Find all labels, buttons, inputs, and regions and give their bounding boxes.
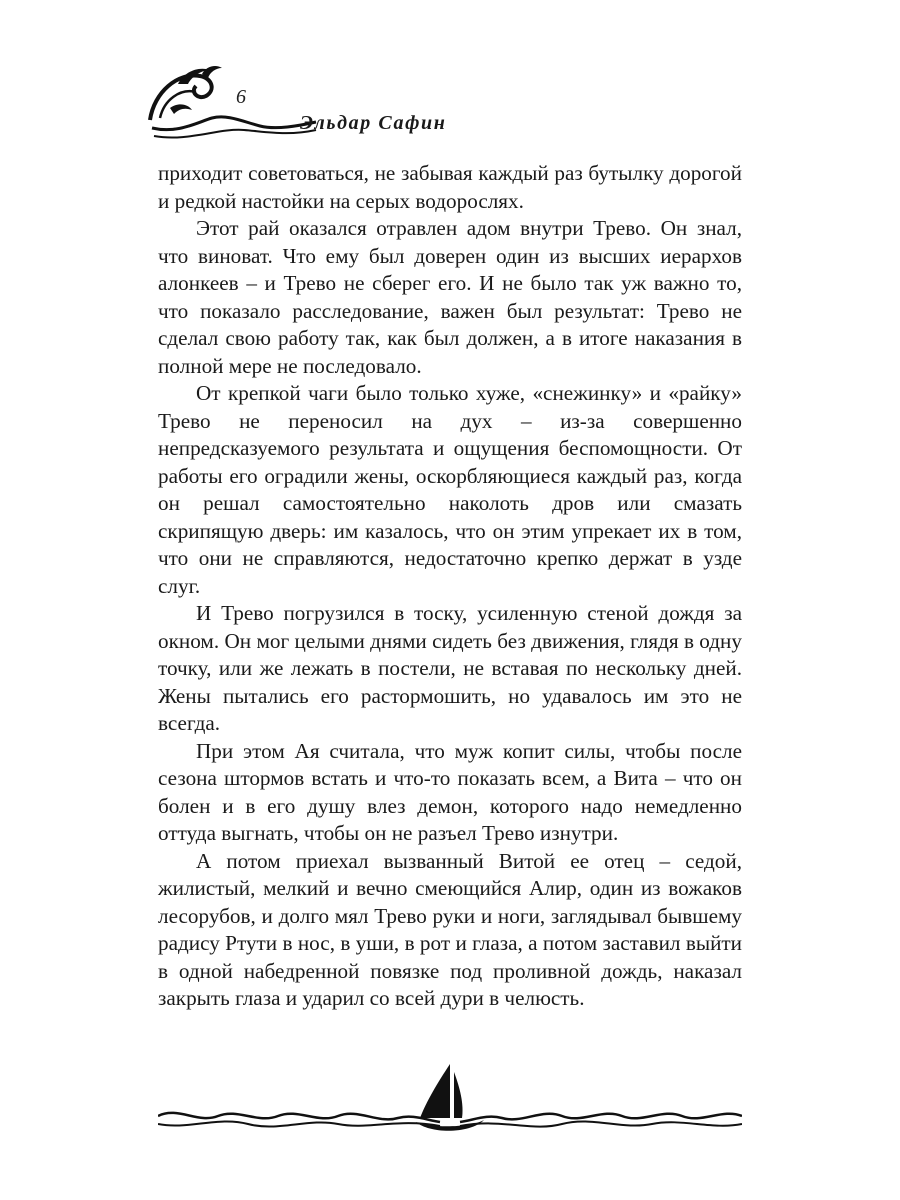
paragraph: При этом Ая считала, что муж копит силы, чтобы после сезона штормов встать и что-то показать всем, а Вита – что он болен и в его душу влез демон, которого надо немедленно оттуда выгнать, чтобы он не разъел Трево изнутри. bbox=[158, 738, 742, 845]
paragraph: От крепкой чаги было только хуже, «снежинку» и «райку» Трево не переносил на дух – из-за совершенно непредсказуемого результата и ощущения беспомощности. От работы его оградили жены, оскорбляющиеся каждый раз, когда он решал самостоятельно наколоть дров или смазать скрипящую дверь: им казалось, что он этим упрекает их в том, что они не справляются, недостаточно крепко держат в узде слуг. bbox=[158, 381, 742, 598]
paragraph: А потом приехал вызванный Витой ее отец – седой, жилистый, мелкий и вечно смеющийся Алир, один из вожаков лесорубов, и долго мял Трево руки и ноги, заглядывал бывшему радису Ртути в нос, в уши, в рот и глаза, а потом заставил выйти в одной набедренной повязке под проливной дождь, наказал закрыть глаза и ударил со всей дури в челюсть. bbox=[158, 848, 742, 1010]
paragraph: приходит советоваться, не забывая каждый раз бутылку дорогой и редкой настойки на серых водорослях. bbox=[158, 161, 742, 213]
wave-icon bbox=[148, 62, 318, 142]
page-number: 6 bbox=[236, 86, 246, 108]
main-text bbox=[158, 160, 742, 1013]
paragraph: И Трево погрузился в тоску, усиленную стеной дождя за окном. Он мог целыми днями сидеть без движения, глядя в одну точку, или же лежать в постели, не вставая по нескольку дней. Жены пытались его растормошить, но удавалось им это не всегда. bbox=[158, 601, 742, 735]
running-head-author: Эльдар Сафин bbox=[300, 112, 447, 134]
paragraph: Этот рай оказался отравлен адом внутри Трево. Он знал, что виноват. Что ему был доверен один из высших иерархов алонкеев – и Трево не сберег его. И не было так уж важно то, что показало расследование, важен был результат: Трево не сделал свою работу так, как был должен, а в итоге наказания в полной мере не последовало. bbox=[158, 216, 742, 378]
sailboat-icon bbox=[158, 1058, 742, 1138]
